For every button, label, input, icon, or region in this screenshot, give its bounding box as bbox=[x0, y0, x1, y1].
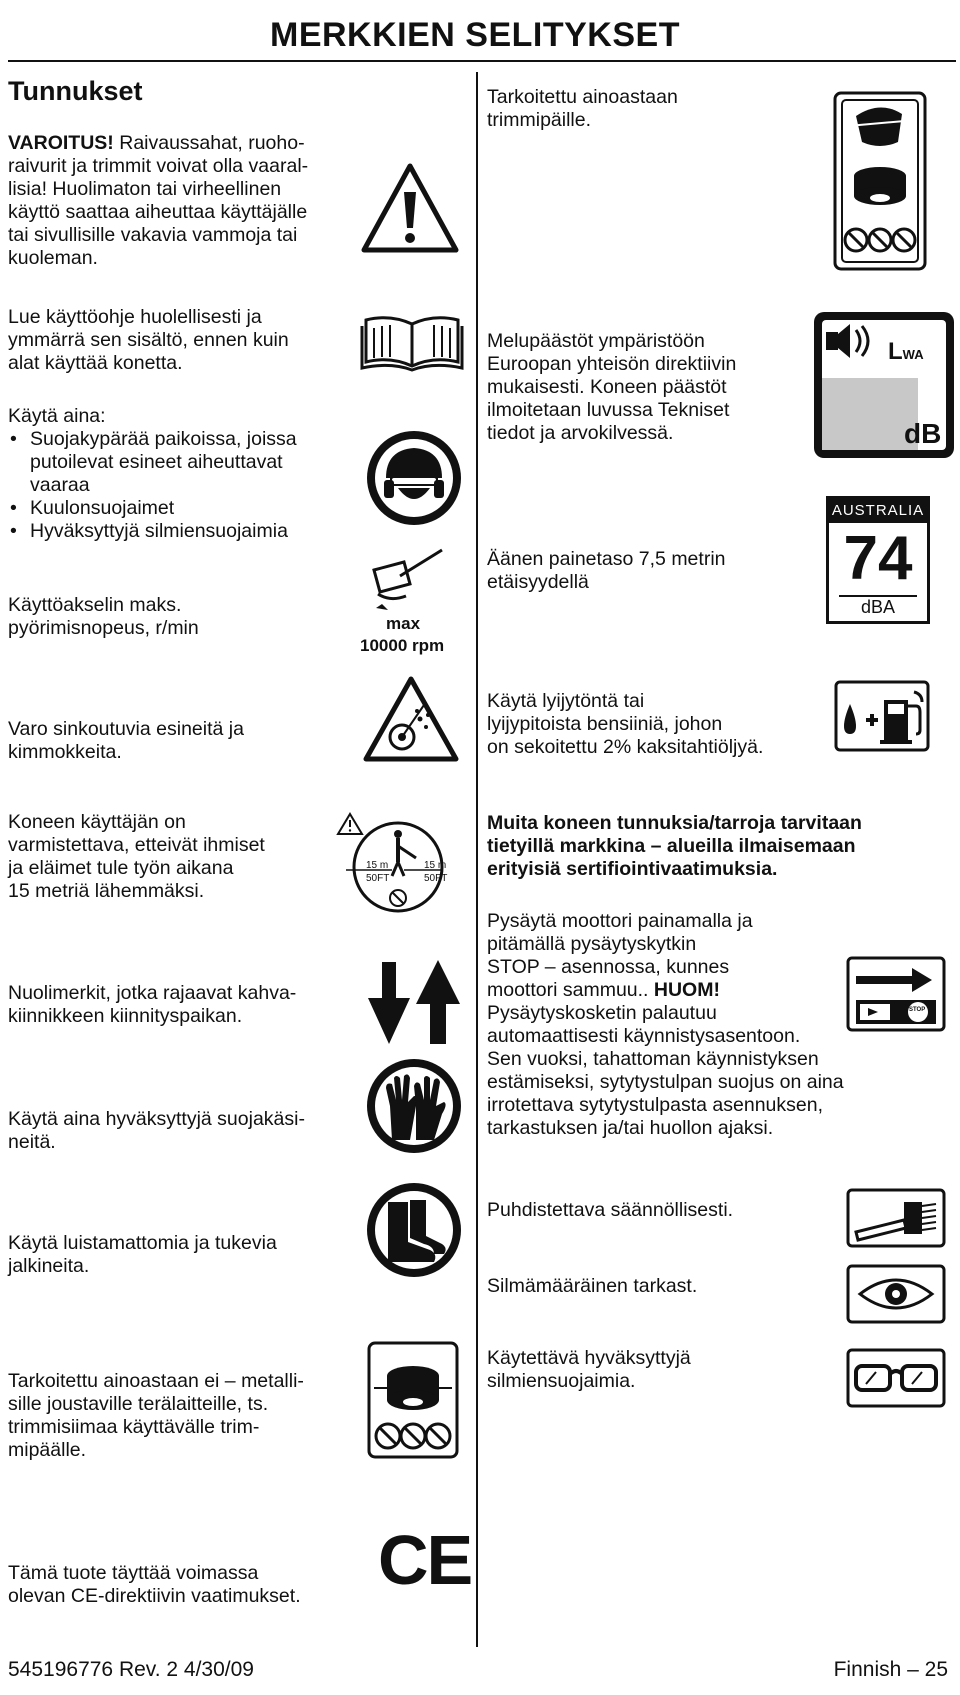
list-item: • Kuulonsuojaimet bbox=[8, 497, 348, 520]
gloves-text: Käytä aina hyväksyttyjä suojakäsi- neitä. bbox=[8, 1108, 305, 1153]
trimmer-head-only-icon bbox=[832, 90, 928, 272]
lwa-label: LWA bbox=[888, 338, 924, 365]
helmet-ear-eye-protection-icon bbox=[364, 428, 464, 528]
page-title: MERKKIEN SELITYKSET bbox=[270, 16, 680, 54]
handle-position-arrows-icon bbox=[364, 958, 464, 1046]
warning-label: VAROITUS! bbox=[8, 132, 114, 154]
australia-value: 74 bbox=[843, 524, 913, 593]
header-rule bbox=[8, 60, 956, 62]
ce-text: Tämä tuote täyttää voimassa olevan CE-direktiivin vaatimukset. bbox=[8, 1562, 301, 1607]
distance-right-label: 15 m bbox=[424, 860, 447, 871]
boots-icon bbox=[364, 1180, 464, 1280]
stop-text: Pysäytä moottori painamalla ja pitämällä pysäytyskytkin STOP – asennossa, kunnes moottori sammuu.. HUOM! Pysäytyskosketin palautuu automaattisesti käynnistysasentoon. Sen vuoksi, tahattoman käynnistyksen estämiseksi, sytytystulpan suojus on aina irrotettava sytytystulpasta asennuksen, tarkastuksen ja/tai huollon ajaksi. bbox=[487, 910, 844, 1139]
max-label: max bbox=[386, 614, 421, 633]
manual-book-icon bbox=[360, 312, 464, 372]
warning-triangle-icon bbox=[360, 162, 460, 256]
db-label: dB bbox=[904, 418, 942, 449]
australia-unit: dBA bbox=[839, 595, 917, 617]
markets-text: Muita koneen tunnuksia/tarroja tarvitaan tietyillä markkina – alueilla ilmaisemaan erityisiä sertifiointivaatimuksia. bbox=[487, 812, 862, 880]
inspect-text: Silmämääräinen tarkast. bbox=[487, 1275, 698, 1297]
always-use-text: Käytä aina: • Suojakypärää paikoissa, joissa putoilevat esineet aiheuttavat vaaraa • Kuulonsuojaimet • Hyväksyttyjä silmiensuojaimia bbox=[8, 405, 348, 543]
stop-icon-label: STOP bbox=[909, 1007, 926, 1013]
sound-pressure-text: Äänen painetaso 7,5 metrin etäisyydellä bbox=[487, 548, 726, 593]
noise-text: Melupäästöt ympäristöön Euroopan yhteisön direktiivin mukaisesti. Koneen päästöt ilmoitetaan luvussa Tekniset tiedot ja arvokilvessä. bbox=[487, 330, 737, 444]
visual-inspection-eye-icon bbox=[846, 1264, 946, 1324]
warning-text: VAROITUS! Raivaussahat, ruoho- raivurit ja trimmit voivat olla vaaral- lisia! Huolimaton tai virheellinen käyttö saattaa aiheuttaa käyttäjälle tai sivullisille vakavia vammoja tai kuoleman. bbox=[8, 132, 309, 269]
australia-header: AUSTRALIA bbox=[829, 499, 927, 523]
trimmer-shaft-icon bbox=[366, 546, 446, 612]
nonmetal-text: Tarkoitettu ainoastaan ei – metalli- sille joustaville terälaitteille, ts. trimmisiimaa käyttävälle trim- mipäälle. bbox=[8, 1370, 304, 1461]
distance-text: Koneen käyttäjän on varmistettava, etteivät ihmiset ja eläimet tule työn aikana 15 metriä lähemmäksi. bbox=[8, 811, 265, 902]
distance-right-ft-label: 50FT bbox=[424, 873, 448, 884]
clean-text: Puhdistettava säännöllisesti. bbox=[487, 1199, 734, 1221]
fuel-text: Käytä lyijytöntä tai lyijypitoista bensiiniä, johon on sekoitettu 2% kaksitahtiöljyä. bbox=[487, 690, 764, 758]
ce-mark-icon: CE bbox=[378, 1521, 472, 1599]
manual-text: Lue käyttöohje huolellisesti ja ymmärrä sen sisältö, ennen kuin alat käyttää konetta. bbox=[8, 306, 289, 374]
trimmer-only-text: Tarkoitettu ainoastaan trimmipäille. bbox=[487, 86, 678, 131]
footer-doc-info: 545196776 Rev. 2 4/30/09 bbox=[8, 1658, 254, 1681]
column-divider bbox=[476, 72, 478, 1647]
boots-text: Käytä luistamattomia ja tukevia jalkineita. bbox=[8, 1232, 277, 1277]
list-item: • Suojakypärää paikoissa, joissa putoilevat esineet aiheuttavat vaaraa bbox=[8, 428, 348, 497]
fuel-mixture-icon bbox=[834, 680, 930, 752]
cleaning-brush-icon bbox=[846, 1188, 946, 1248]
footer-page-number: Finnish – 25 bbox=[833, 1658, 948, 1681]
rpm-label: 10000 rpm bbox=[360, 636, 445, 655]
projectiles-text: Varo sinkoutuvia esineitä ja kimmokkeita. bbox=[8, 718, 244, 763]
gloves-icon bbox=[364, 1056, 464, 1156]
max-speed-text: Käyttöakselin maks. pyörimisnopeus, r/min bbox=[8, 594, 199, 639]
glasses-text: Käytettävä hyväksyttyjä silmiensuojaimia. bbox=[487, 1347, 691, 1392]
stop-switch-icon bbox=[846, 956, 946, 1032]
australia-noise-label bbox=[826, 496, 930, 624]
distance-left-label: 15 m bbox=[366, 860, 389, 871]
thrown-objects-warning-icon bbox=[362, 675, 460, 765]
safety-glasses-icon bbox=[846, 1348, 946, 1408]
nonmetal-trimmer-head-icon bbox=[366, 1340, 460, 1460]
section-heading: Tunnukset bbox=[8, 76, 143, 106]
arrows-text: Nuolimerkit, jotka rajaavat kahva- kiinnikkeen kiinnityspaikan. bbox=[8, 982, 297, 1027]
list-item: • Hyväksyttyjä silmiensuojaimia bbox=[8, 520, 348, 543]
distance-left-ft-label: 50FT bbox=[366, 873, 390, 884]
